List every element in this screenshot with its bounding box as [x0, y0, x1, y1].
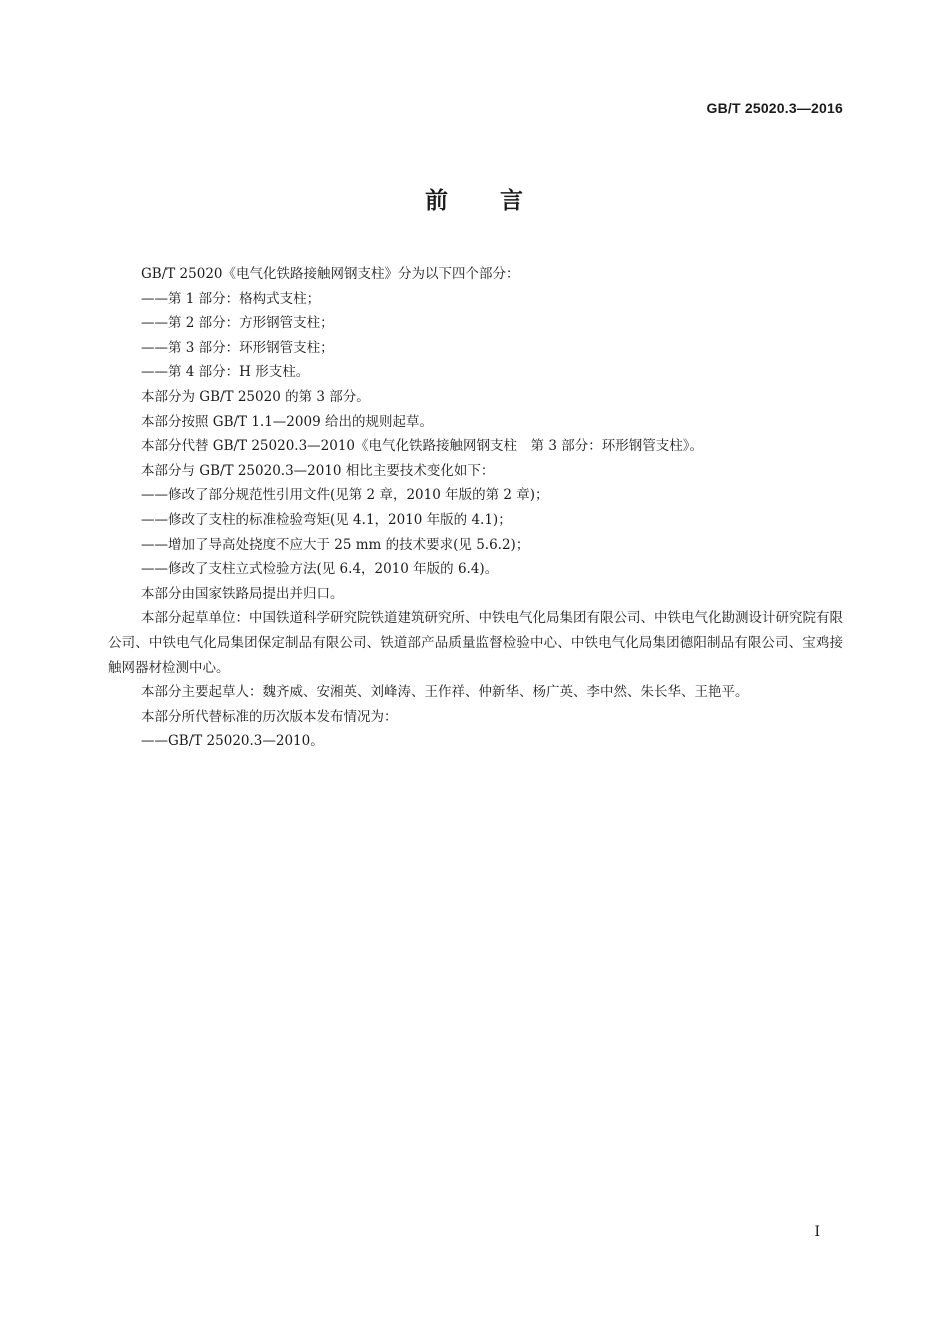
page-number: I — [814, 1224, 820, 1240]
paragraph-intro: GB/T 25020《电气化铁路接触网钢支柱》分为以下四个部分： — [141, 266, 520, 282]
list-item-change2: ——修改了支柱的标准检验弯矩(见 4.1，2010 年版的 4.1)； — [141, 511, 512, 528]
paragraph-replaces: 本部分代替 GB/T 25020.3—2010《电气化铁路接触网钢支柱 第 3 部分：环形钢管支柱》。 — [141, 438, 703, 455]
list-item-part1: ——第 1 部分：格构式支柱； — [141, 290, 321, 307]
list-item-part4: ——第 4 部分：H 形支柱。 — [141, 364, 310, 381]
list-item-part3: ——第 3 部分：环形钢管支柱； — [141, 339, 334, 356]
paragraph-history-intro: 本部分所代替标准的历次版本发布情况为： — [141, 708, 398, 725]
foreword-body — [108, 262, 843, 754]
list-item-change1: ——修改了部分规范性引用文件(见第 2 章，2010 年版的第 2 章)； — [141, 487, 549, 504]
standard-code: GB/T 25020.3—2016 — [706, 100, 843, 116]
list-item-change4: ——修改了支柱立式检验方法(见 6.4，2010 年版的 6.4)。 — [141, 561, 499, 578]
paragraph-drafting-rules: 本部分按照 GB/T 1.1—2009 给出的规则起草。 — [141, 413, 433, 430]
paragraph-drafting-units: 本部分起草单位：中国铁道科学研究院铁道建筑研究所、中铁电气化局集团有限公司、中铁电气化勘测设计研究院有限公司、中铁电气化局集团保定制品有限公司、铁道部产品质量监督检验中心、中铁电气化局集团德阳制品有限公司、宝鸡接触网器材检测中心。 — [108, 610, 843, 676]
list-item-part2: ——第 2 部分：方形钢管支柱； — [141, 315, 334, 332]
paragraph-part-statement: 本部分为 GB/T 25020 的第 3 部分。 — [141, 388, 370, 405]
paragraph-changes-intro: 本部分与 GB/T 25020.3—2010 相比主要技术变化如下： — [141, 462, 495, 479]
page-title: 前 言 — [425, 187, 525, 214]
list-item-history1: ——GB/T 25020.3—2010。 — [141, 733, 324, 750]
list-item-change3: ——增加了导高处挠度不应大于 25 mm 的技术要求(见 5.6.2)； — [141, 536, 530, 553]
paragraph-proposer: 本部分由国家铁路局提出并归口。 — [141, 585, 344, 602]
paragraph-drafters: 本部分主要起草人：魏齐威、安湘英、刘峰涛、王作祥、仲新华、杨广英、李中然、朱长华、王艳平。 — [141, 684, 749, 701]
